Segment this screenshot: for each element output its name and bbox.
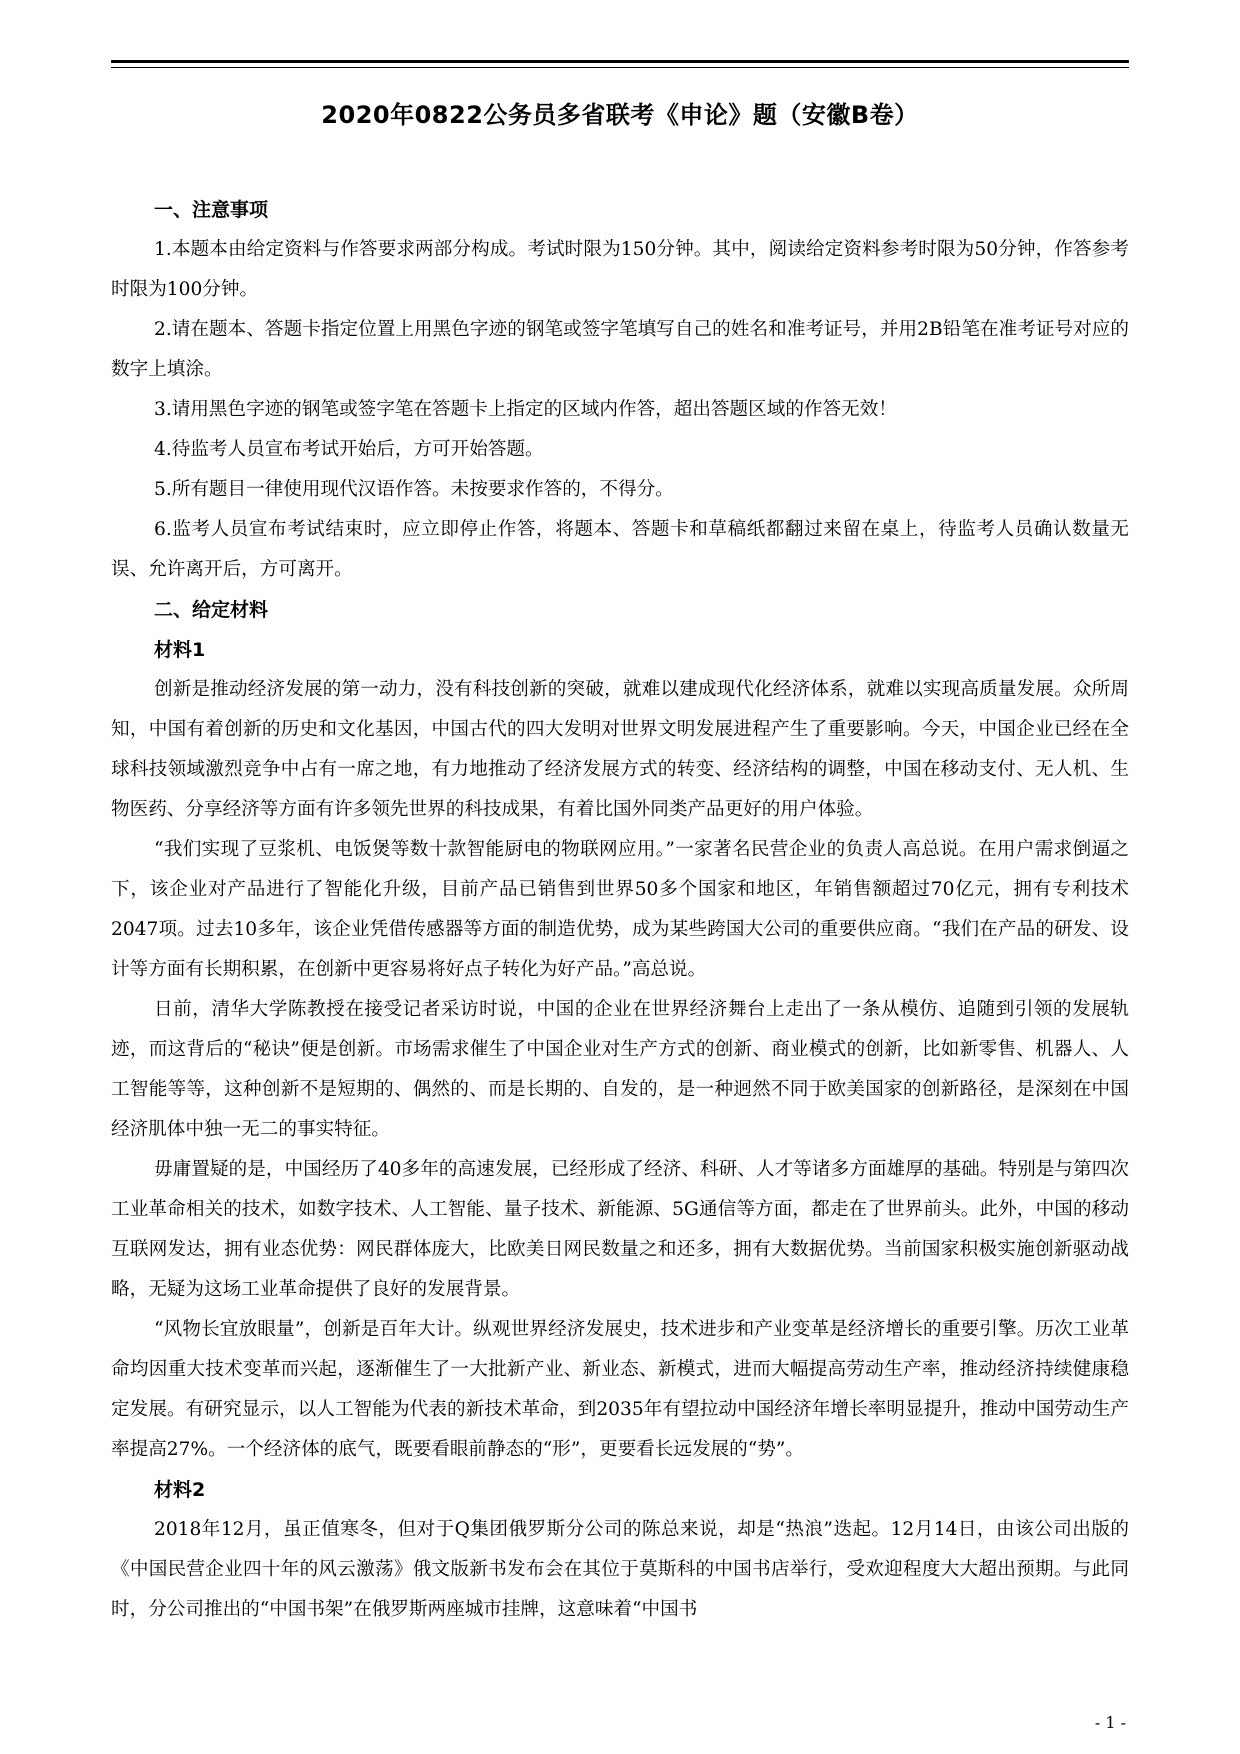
notice-item: 2.请在题本、答题卡指定位置上用黑色字迹的钢笔或签字笔填写自己的姓名和准考证号，并用2B铅笔在准考证号对应的数字上填涂。 (111, 319, 1129, 380)
notice-item: 3.请用黑色字迹的钢笔或签字笔在答题卡上指定的区域内作答，超出答题区域的作答无效！ (154, 399, 897, 420)
material2-paragraph: 2018年12月，虽正值寒冬，但对于Q集团俄罗斯分公司的陈总来说，却是“热浪”迭起。12月14日，由该公司出版的《中国民营企业四十年的风云激荡》俄文版新书发布会在其位于莫斯科的中国书店举行，受欢迎程度大大超出预期。与此同时，分公司推出的“中国书架”在俄罗斯两座城市挂牌，这意味着“中国书 (111, 1519, 1129, 1620)
notice-item: 4.待监考人员宣布考试开始后，方可开始答题。 (154, 439, 544, 460)
document-title: 2020年0822公务员多省联考《申论》题（安徽B卷） (321, 101, 919, 129)
material1-paragraph: 创新是推动经济发展的第一动力，没有科技创新的突破，就难以建成现代化经济体系，就难以实现高质量发展。众所周知，中国有着创新的历史和文化基因，中国古代的四大发明对世界文明发展进程产生了重要影响。今天，中国企业已经在全球科技领域激烈竞争中占有一席之地，有力地推动了经济发展方式的转变、经济结构的调整，中国在移动支付、无人机、生物医药、分享经济等方面有许多领先世界的科技成果，有着比国外同类产品更好的用户体验。 (111, 679, 1129, 820)
material1-paragraph: “风物长宜放眼量”，创新是百年大计。纵观世界经济发展史，技术进步和产业变革是经济增长的重要引擎。历次工业革命均因重大技术变革而兴起，逐渐催生了一大批新产业、新业态、新模式，进而大幅提高劳动生产率，推动经济持续健康稳定发展。有研究显示，以人工智能为代表的新技术革命，到2035年有望拉动中国经济年增长率明显提升，推动中国劳动生产率提高27%。一个经济体的底气，既要看眼前静态的“形”，更要看长远发展的“势”。 (111, 1319, 1129, 1460)
material1-paragraph: 毋庸置疑的是，中国经历了40多年的高速发展，已经形成了经济、科研、人才等诸多方面雄厚的基础。特别是与第四次工业革命相关的技术，如数字技术、人工智能、量子技术、新能源、5G通信等方面，都走在了世界前头。此外，中国的移动互联网发达，拥有业态优势：网民群体庞大，比欧美日网民数量之和还多，拥有大数据优势。当前国家积极实施创新驱动战略，无疑为这场工业革命提供了良好的发展背景。 (111, 1159, 1129, 1300)
page-number: - 1 - (1094, 1713, 1126, 1732)
header-rule-thin (111, 67, 1129, 68)
material1-paragraph: “我们实现了豆浆机、电饭煲等数十款智能厨电的物联网应用。”一家著名民营企业的负责人高总说。在用户需求倒逼之下，该企业对产品进行了智能化升级，目前产品已销售到世界50多个国家和地区，年销售额超过70亿元，拥有专利技术2047项。过去10多年，该企业凭借传感器等方面的制造优势，成为某些跨国大公司的重要供应商。“我们在产品的研发、设计等方面有长期积累，在创新中更容易将好点子转化为好产品。”高总说。 (111, 839, 1129, 980)
notice-item: 6.监考人员宣布考试结束时，应立即停止作答，将题本、答题卡和草稿纸都翻过来留在桌上，待监考人员确认数量无误、允许离开后，方可离开。 (111, 519, 1129, 580)
notice-heading: 一、注意事项 (154, 199, 269, 221)
notice-item: 1.本题本由给定资料与作答要求两部分构成。考试时限为150分钟。其中，阅读给定资料参考时限为50分钟，作答参考时限为100分钟。 (111, 239, 1129, 300)
materials-heading: 二、给定材料 (154, 599, 269, 621)
document-body (111, 190, 1129, 1630)
notice-item: 5.所有题目一律使用现代汉语作答。未按要求作答的，不得分。 (154, 479, 674, 500)
header-rule-thick (111, 60, 1129, 63)
material2-heading: 材料2 (154, 1479, 206, 1501)
material1-heading: 材料1 (154, 639, 206, 661)
material1-paragraph: 日前，清华大学陈教授在接受记者采访时说，中国的企业在世界经济舞台上走出了一条从模仿、追随到引领的发展轨迹，而这背后的“秘诀”便是创新。市场需求催生了中国企业对生产方式的创新、商业模式的创新，比如新零售、机器人、人工智能等等，这种创新不是短期的、偶然的、而是长期的、自发的，是一种迥然不同于欧美国家的创新路径，是深刻在中国经济肌体中独一无二的事实特征。 (111, 999, 1129, 1140)
